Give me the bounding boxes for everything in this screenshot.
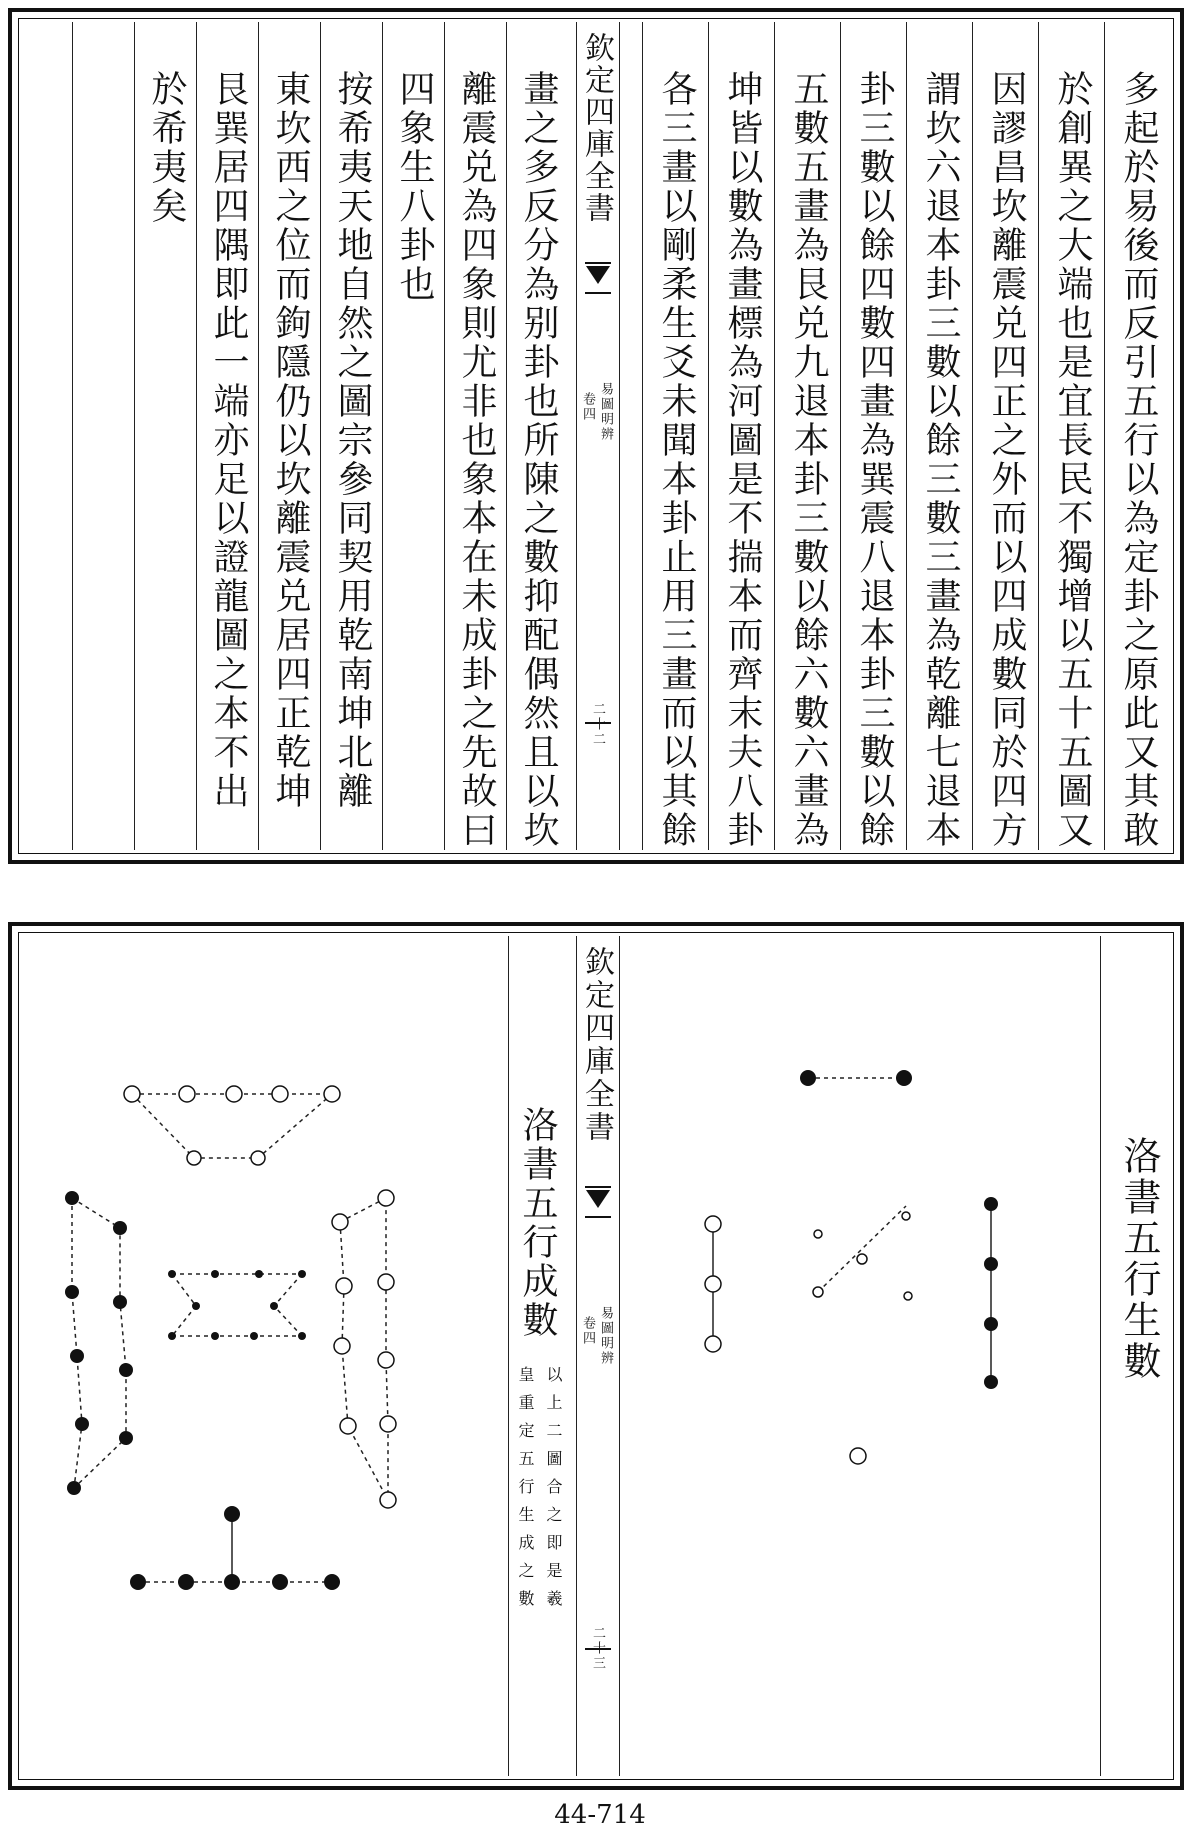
note-line-2: 皇重定五行生成之數 xyxy=(516,1366,535,1618)
left-text-text: 東坎西之位而鉤隱仍以坎離震兑居四正乾坤 xyxy=(270,70,311,811)
fishtail-mark xyxy=(585,262,611,294)
right-text-text: 謂坎六退本卦三數以餘三數三畫為乾離七退本 xyxy=(920,70,961,850)
volume-label-bottom: 卷四 xyxy=(580,1316,595,1346)
right-text-column xyxy=(708,22,775,850)
volume-label: 卷四 xyxy=(580,392,595,422)
right-text-text: 因謬昌坎離震兑四正之外而以四成數同於四方 xyxy=(986,70,1027,850)
right-heading: 洛書五行生數 xyxy=(1117,1136,1161,1382)
left-text-text: 按希夷天地自然之圖宗參同契用乾南坤北離 xyxy=(332,70,373,811)
right-heading-column xyxy=(1100,936,1177,1776)
folio-number-bottom: 二十三 xyxy=(590,1626,605,1671)
left-text-column xyxy=(382,22,445,850)
right-text-column xyxy=(972,22,1039,850)
left-text-column xyxy=(258,22,321,850)
center-title-column xyxy=(576,22,620,850)
left-text-column xyxy=(320,22,383,850)
right-text-column xyxy=(774,22,841,850)
book-name-bottom: 易圖明辨 xyxy=(598,1306,613,1366)
black-dots-10 xyxy=(168,1270,306,1340)
luoshu-generation-diagram xyxy=(618,926,1100,1786)
fishtail-mark-bottom xyxy=(585,1186,611,1218)
left-text-text: 於希夷矣 xyxy=(146,70,187,226)
book-name: 易圖明辨 xyxy=(598,382,613,442)
right-text-text: 多起於易後而反引五行以為定卦之原此又其敢 xyxy=(1118,70,1159,850)
white-dot-1 xyxy=(850,1448,866,1464)
book-title-bottom: 欽定四庫全書 xyxy=(579,946,614,1144)
luoshu-completion-diagram xyxy=(22,926,508,1786)
right-text-column xyxy=(840,22,907,850)
left-text-text: 艮巽居四隅即此一端亦足以證龍圖之本不出 xyxy=(208,70,249,811)
note-line-1: 以上二圖合之即是羲 xyxy=(544,1366,563,1618)
right-text-text: 五數五畫為艮兑九退本卦三數以餘六數六畫為 xyxy=(788,70,829,850)
top-page xyxy=(8,8,1184,864)
right-text-column xyxy=(1104,22,1171,850)
right-text-column xyxy=(906,22,973,850)
left-text-column xyxy=(506,22,569,850)
left-text-text: 畫之多反分為别卦也所陳之數抑配偶然且以坎 xyxy=(518,70,559,850)
right-text-text: 坤皆以數為畫標為河圖是不揣本而齊末夫八卦 xyxy=(722,70,763,850)
right-text-text: 於創異之大端也是宜長民不獨增以五十五圖又 xyxy=(1052,70,1093,850)
page-number: 44-714 xyxy=(554,1800,646,1830)
left-heading-column xyxy=(508,936,577,1776)
left-text-column xyxy=(72,22,135,850)
book-title: 欽定四庫全書 xyxy=(579,32,614,224)
right-text-column xyxy=(642,22,709,850)
left-text-column xyxy=(444,22,507,850)
center-title-column-bottom xyxy=(576,936,620,1776)
white-dots-9 xyxy=(124,1086,340,1165)
black-dots-6 xyxy=(130,1506,340,1590)
left-heading: 洛書五行成數 xyxy=(517,1106,558,1340)
left-text-text: 離震兑為四象則尤非也象本在未成卦之先故曰 xyxy=(456,70,497,850)
black-dots-8 xyxy=(65,1191,133,1495)
right-text-column xyxy=(1038,22,1105,850)
left-text-column xyxy=(196,22,259,850)
right-text-text: 各三畫以剛柔生爻未聞本卦止用三畫而以其餘 xyxy=(656,70,697,850)
folio-number: 二十二 xyxy=(590,702,605,747)
left-text-text: 四象生八卦也 xyxy=(394,70,435,304)
bottom-page xyxy=(8,922,1184,1790)
left-text-column xyxy=(134,22,197,850)
right-text-text: 卦三數以餘四數四畫為巽震八退本卦三數以餘 xyxy=(854,70,895,850)
white-dots-5 xyxy=(813,1212,912,1300)
